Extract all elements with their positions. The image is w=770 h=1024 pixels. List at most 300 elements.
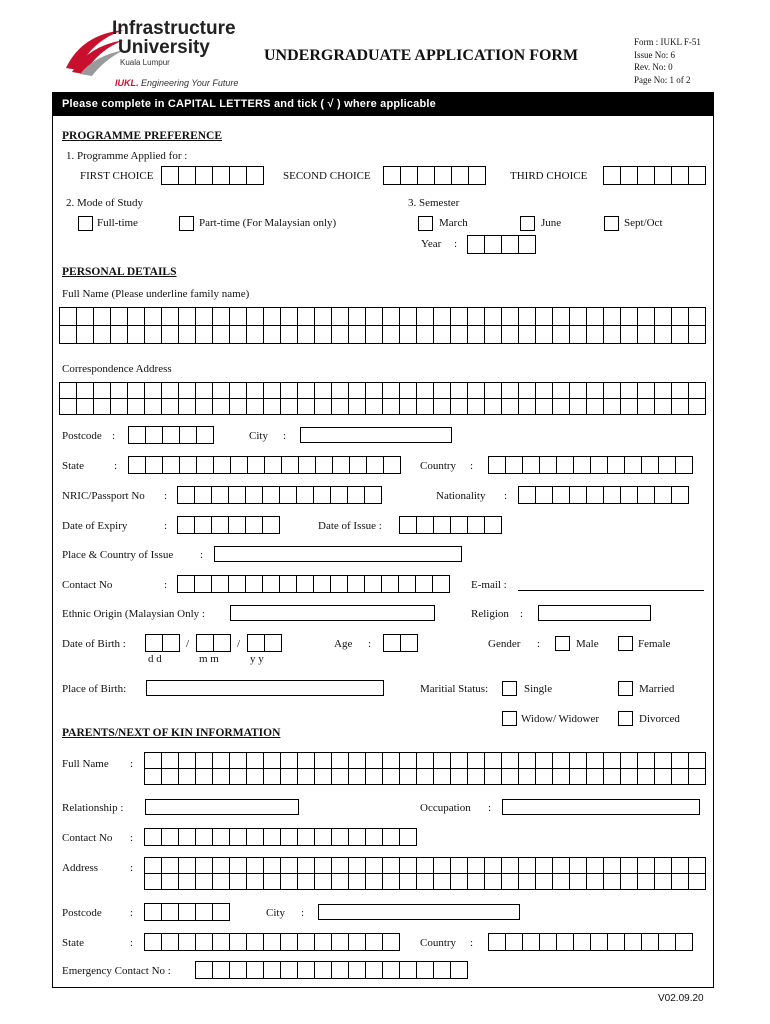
char-box[interactable] xyxy=(586,382,604,399)
char-box[interactable] xyxy=(518,486,536,504)
char-box[interactable] xyxy=(433,398,451,415)
char-box[interactable] xyxy=(416,768,434,785)
char-box[interactable] xyxy=(228,516,246,534)
char-box[interactable] xyxy=(161,398,179,415)
emergency-boxes[interactable] xyxy=(196,962,468,979)
char-box[interactable] xyxy=(671,166,689,185)
char-box[interactable] xyxy=(93,307,111,326)
char-box[interactable] xyxy=(296,486,314,504)
char-box[interactable] xyxy=(637,752,655,769)
char-box[interactable] xyxy=(569,486,587,504)
char-box[interactable] xyxy=(161,857,179,874)
char-box[interactable] xyxy=(535,325,553,344)
char-box[interactable] xyxy=(467,873,485,890)
char-box[interactable] xyxy=(297,382,315,399)
char-box[interactable] xyxy=(433,768,451,785)
full-name-boxes[interactable] xyxy=(60,308,706,344)
char-box[interactable] xyxy=(688,752,706,769)
char-box[interactable] xyxy=(212,857,230,874)
char-box[interactable] xyxy=(501,382,519,399)
char-box[interactable] xyxy=(416,325,434,344)
char-box[interactable] xyxy=(675,933,693,951)
char-box[interactable] xyxy=(382,325,400,344)
married-checkbox[interactable] xyxy=(618,681,633,696)
char-box[interactable] xyxy=(675,456,693,474)
char-box[interactable] xyxy=(144,752,162,769)
char-box[interactable] xyxy=(161,933,179,951)
char-box[interactable] xyxy=(348,382,366,399)
char-box[interactable] xyxy=(382,961,400,979)
char-box[interactable] xyxy=(297,873,315,890)
char-box[interactable] xyxy=(229,933,247,951)
char-box[interactable] xyxy=(484,768,502,785)
char-box[interactable] xyxy=(144,828,162,846)
char-box[interactable] xyxy=(637,382,655,399)
char-box[interactable] xyxy=(229,752,247,769)
char-box[interactable] xyxy=(262,516,280,534)
char-box[interactable] xyxy=(263,828,281,846)
char-box[interactable] xyxy=(212,382,230,399)
char-box[interactable] xyxy=(586,873,604,890)
char-box[interactable] xyxy=(518,857,536,874)
char-box[interactable] xyxy=(535,768,553,785)
char-box[interactable] xyxy=(144,325,162,344)
char-box[interactable] xyxy=(145,634,163,652)
char-box[interactable] xyxy=(556,456,574,474)
char-box[interactable] xyxy=(246,166,264,185)
char-box[interactable] xyxy=(59,382,77,399)
char-box[interactable] xyxy=(518,235,536,254)
char-box[interactable] xyxy=(535,398,553,415)
char-box[interactable] xyxy=(348,961,366,979)
char-box[interactable] xyxy=(637,398,655,415)
char-box[interactable] xyxy=(501,873,519,890)
char-box[interactable] xyxy=(641,933,659,951)
relationship-field[interactable] xyxy=(145,799,299,815)
char-box[interactable] xyxy=(620,398,638,415)
char-box[interactable] xyxy=(348,325,366,344)
char-box[interactable] xyxy=(450,516,468,534)
char-box[interactable] xyxy=(212,398,230,415)
place-birth-field[interactable] xyxy=(146,680,384,696)
char-box[interactable] xyxy=(246,873,264,890)
char-box[interactable] xyxy=(127,325,145,344)
char-box[interactable] xyxy=(298,456,316,474)
char-box[interactable] xyxy=(246,961,264,979)
char-box[interactable] xyxy=(178,752,196,769)
char-box[interactable] xyxy=(573,456,591,474)
char-box[interactable] xyxy=(144,873,162,890)
char-box[interactable] xyxy=(501,325,519,344)
char-box[interactable] xyxy=(654,752,672,769)
char-box[interactable] xyxy=(195,873,213,890)
char-box[interactable] xyxy=(552,486,570,504)
kin-postcode-boxes[interactable] xyxy=(145,904,230,921)
char-box[interactable] xyxy=(416,752,434,769)
char-box[interactable] xyxy=(314,325,332,344)
char-box[interactable] xyxy=(416,307,434,326)
char-box[interactable] xyxy=(535,752,553,769)
char-box[interactable] xyxy=(263,752,281,769)
char-box[interactable] xyxy=(586,398,604,415)
char-box[interactable] xyxy=(331,398,349,415)
char-box[interactable] xyxy=(484,857,502,874)
char-box[interactable] xyxy=(433,382,451,399)
char-box[interactable] xyxy=(416,398,434,415)
country-boxes[interactable] xyxy=(489,457,693,474)
char-box[interactable] xyxy=(620,382,638,399)
char-box[interactable] xyxy=(467,325,485,344)
char-box[interactable] xyxy=(637,857,655,874)
char-box[interactable] xyxy=(229,166,247,185)
char-box[interactable] xyxy=(313,575,331,593)
char-box[interactable] xyxy=(195,325,213,344)
char-box[interactable] xyxy=(569,752,587,769)
char-box[interactable] xyxy=(484,307,502,326)
char-box[interactable] xyxy=(246,307,264,326)
char-box[interactable] xyxy=(450,307,468,326)
char-box[interactable] xyxy=(263,382,281,399)
char-box[interactable] xyxy=(416,873,434,890)
char-box[interactable] xyxy=(518,398,536,415)
char-box[interactable] xyxy=(654,857,672,874)
char-box[interactable] xyxy=(654,768,672,785)
char-box[interactable] xyxy=(450,325,468,344)
char-box[interactable] xyxy=(637,768,655,785)
char-box[interactable] xyxy=(501,235,519,254)
char-box[interactable] xyxy=(195,903,213,921)
char-box[interactable] xyxy=(552,857,570,874)
char-box[interactable] xyxy=(212,768,230,785)
char-box[interactable] xyxy=(229,828,247,846)
char-box[interactable] xyxy=(144,857,162,874)
char-box[interactable] xyxy=(349,456,367,474)
char-box[interactable] xyxy=(144,398,162,415)
char-box[interactable] xyxy=(280,857,298,874)
char-box[interactable] xyxy=(450,857,468,874)
char-box[interactable] xyxy=(297,325,315,344)
female-checkbox[interactable] xyxy=(618,636,633,651)
expiry-boxes[interactable] xyxy=(178,517,280,534)
char-box[interactable] xyxy=(539,456,557,474)
char-box[interactable] xyxy=(128,426,146,444)
state-boxes[interactable] xyxy=(129,457,401,474)
char-box[interactable] xyxy=(637,307,655,326)
char-box[interactable] xyxy=(178,828,196,846)
char-box[interactable] xyxy=(228,486,246,504)
char-box[interactable] xyxy=(488,456,506,474)
char-box[interactable] xyxy=(297,933,315,951)
address-boxes[interactable] xyxy=(60,383,706,415)
char-box[interactable] xyxy=(688,325,706,344)
char-box[interactable] xyxy=(603,325,621,344)
char-box[interactable] xyxy=(467,752,485,769)
char-box[interactable] xyxy=(399,857,417,874)
char-box[interactable] xyxy=(314,307,332,326)
char-box[interactable] xyxy=(434,166,452,185)
char-box[interactable] xyxy=(671,873,689,890)
char-box[interactable] xyxy=(195,828,213,846)
char-box[interactable] xyxy=(314,933,332,951)
part-time-checkbox[interactable] xyxy=(179,216,194,231)
char-box[interactable] xyxy=(365,398,383,415)
char-box[interactable] xyxy=(314,857,332,874)
char-box[interactable] xyxy=(399,398,417,415)
char-box[interactable] xyxy=(229,768,247,785)
char-box[interactable] xyxy=(280,398,298,415)
char-box[interactable] xyxy=(280,961,298,979)
char-box[interactable] xyxy=(331,933,349,951)
char-box[interactable] xyxy=(246,382,264,399)
char-box[interactable] xyxy=(194,575,212,593)
char-box[interactable] xyxy=(552,307,570,326)
char-box[interactable] xyxy=(246,325,264,344)
char-box[interactable] xyxy=(586,768,604,785)
char-box[interactable] xyxy=(552,768,570,785)
char-box[interactable] xyxy=(144,382,162,399)
char-box[interactable] xyxy=(314,768,332,785)
single-checkbox[interactable] xyxy=(502,681,517,696)
char-box[interactable] xyxy=(586,752,604,769)
char-box[interactable] xyxy=(399,752,417,769)
char-box[interactable] xyxy=(365,307,383,326)
char-box[interactable] xyxy=(399,873,417,890)
issue-date-boxes[interactable] xyxy=(400,517,502,534)
char-box[interactable] xyxy=(297,828,315,846)
char-box[interactable] xyxy=(620,486,638,504)
char-box[interactable] xyxy=(501,752,519,769)
char-box[interactable] xyxy=(280,752,298,769)
char-box[interactable] xyxy=(382,828,400,846)
char-box[interactable] xyxy=(417,166,435,185)
char-box[interactable] xyxy=(246,828,264,846)
char-box[interactable] xyxy=(331,873,349,890)
char-box[interactable] xyxy=(161,828,179,846)
char-box[interactable] xyxy=(332,456,350,474)
char-box[interactable] xyxy=(569,873,587,890)
char-box[interactable] xyxy=(569,325,587,344)
char-box[interactable] xyxy=(484,382,502,399)
third-choice-boxes[interactable] xyxy=(604,167,706,185)
char-box[interactable] xyxy=(552,398,570,415)
char-box[interactable] xyxy=(213,456,231,474)
char-box[interactable] xyxy=(348,398,366,415)
char-box[interactable] xyxy=(178,325,196,344)
char-box[interactable] xyxy=(399,325,417,344)
char-box[interactable] xyxy=(399,516,417,534)
char-box[interactable] xyxy=(279,486,297,504)
char-box[interactable] xyxy=(365,961,383,979)
char-box[interactable] xyxy=(262,575,280,593)
char-box[interactable] xyxy=(671,307,689,326)
char-box[interactable] xyxy=(654,486,672,504)
char-box[interactable] xyxy=(400,634,418,652)
char-box[interactable] xyxy=(415,575,433,593)
char-box[interactable] xyxy=(637,486,655,504)
char-box[interactable] xyxy=(314,752,332,769)
nationality-boxes[interactable] xyxy=(519,487,689,504)
char-box[interactable] xyxy=(347,575,365,593)
char-box[interactable] xyxy=(552,382,570,399)
char-box[interactable] xyxy=(179,426,197,444)
char-box[interactable] xyxy=(518,752,536,769)
char-box[interactable] xyxy=(467,307,485,326)
char-box[interactable] xyxy=(178,903,196,921)
char-box[interactable] xyxy=(624,456,642,474)
first-choice-boxes[interactable] xyxy=(162,167,264,185)
char-box[interactable] xyxy=(211,575,229,593)
char-box[interactable] xyxy=(264,634,282,652)
char-box[interactable] xyxy=(382,933,400,951)
char-box[interactable] xyxy=(76,307,94,326)
char-box[interactable] xyxy=(280,307,298,326)
char-box[interactable] xyxy=(348,307,366,326)
char-box[interactable] xyxy=(620,752,638,769)
char-box[interactable] xyxy=(365,325,383,344)
char-box[interactable] xyxy=(263,307,281,326)
char-box[interactable] xyxy=(382,307,400,326)
char-box[interactable] xyxy=(398,575,416,593)
char-box[interactable] xyxy=(671,768,689,785)
char-box[interactable] xyxy=(212,166,230,185)
char-box[interactable] xyxy=(365,873,383,890)
char-box[interactable] xyxy=(229,873,247,890)
char-box[interactable] xyxy=(603,768,621,785)
char-box[interactable] xyxy=(110,307,128,326)
char-box[interactable] xyxy=(603,307,621,326)
char-box[interactable] xyxy=(348,873,366,890)
char-box[interactable] xyxy=(348,752,366,769)
char-box[interactable] xyxy=(93,325,111,344)
occupation-field[interactable] xyxy=(502,799,700,815)
char-box[interactable] xyxy=(229,382,247,399)
char-box[interactable] xyxy=(178,933,196,951)
char-box[interactable] xyxy=(501,398,519,415)
char-box[interactable] xyxy=(432,575,450,593)
char-box[interactable] xyxy=(433,961,451,979)
char-box[interactable] xyxy=(178,768,196,785)
char-box[interactable] xyxy=(620,166,638,185)
char-box[interactable] xyxy=(212,325,230,344)
char-box[interactable] xyxy=(161,768,179,785)
char-box[interactable] xyxy=(280,325,298,344)
char-box[interactable] xyxy=(280,933,298,951)
char-box[interactable] xyxy=(364,575,382,593)
char-box[interactable] xyxy=(484,873,502,890)
char-box[interactable] xyxy=(110,382,128,399)
char-box[interactable] xyxy=(264,456,282,474)
char-box[interactable] xyxy=(297,307,315,326)
char-box[interactable] xyxy=(144,903,162,921)
char-box[interactable] xyxy=(383,456,401,474)
char-box[interactable] xyxy=(641,456,659,474)
char-box[interactable] xyxy=(162,634,180,652)
char-box[interactable] xyxy=(331,752,349,769)
char-box[interactable] xyxy=(212,903,230,921)
char-box[interactable] xyxy=(620,325,638,344)
char-box[interactable] xyxy=(450,768,468,785)
char-box[interactable] xyxy=(620,857,638,874)
nric-boxes[interactable] xyxy=(178,487,382,504)
char-box[interactable] xyxy=(484,235,502,254)
char-box[interactable] xyxy=(196,634,214,652)
char-box[interactable] xyxy=(620,768,638,785)
char-box[interactable] xyxy=(467,857,485,874)
char-box[interactable] xyxy=(607,456,625,474)
char-box[interactable] xyxy=(590,933,608,951)
male-checkbox[interactable] xyxy=(555,636,570,651)
char-box[interactable] xyxy=(637,166,655,185)
char-box[interactable] xyxy=(450,961,468,979)
char-box[interactable] xyxy=(586,307,604,326)
char-box[interactable] xyxy=(569,857,587,874)
char-box[interactable] xyxy=(263,398,281,415)
char-box[interactable] xyxy=(144,307,162,326)
kin-contact-boxes[interactable] xyxy=(145,829,417,846)
char-box[interactable] xyxy=(348,933,366,951)
char-box[interactable] xyxy=(518,768,536,785)
char-box[interactable] xyxy=(279,575,297,593)
char-box[interactable] xyxy=(331,857,349,874)
char-box[interactable] xyxy=(348,768,366,785)
char-box[interactable] xyxy=(399,307,417,326)
char-box[interactable] xyxy=(127,382,145,399)
char-box[interactable] xyxy=(246,398,264,415)
char-box[interactable] xyxy=(535,873,553,890)
char-box[interactable] xyxy=(128,456,146,474)
char-box[interactable] xyxy=(586,325,604,344)
char-box[interactable] xyxy=(382,398,400,415)
char-box[interactable] xyxy=(348,828,366,846)
char-box[interactable] xyxy=(281,456,299,474)
char-box[interactable] xyxy=(501,857,519,874)
char-box[interactable] xyxy=(196,456,214,474)
char-box[interactable] xyxy=(552,325,570,344)
char-box[interactable] xyxy=(433,325,451,344)
char-box[interactable] xyxy=(603,752,621,769)
char-box[interactable] xyxy=(488,933,506,951)
char-box[interactable] xyxy=(229,307,247,326)
char-box[interactable] xyxy=(671,857,689,874)
age-boxes[interactable] xyxy=(384,635,418,652)
char-box[interactable] xyxy=(228,575,246,593)
char-box[interactable] xyxy=(195,768,213,785)
char-box[interactable] xyxy=(178,398,196,415)
dob-year-boxes[interactable] xyxy=(248,635,282,652)
char-box[interactable] xyxy=(76,325,94,344)
char-box[interactable] xyxy=(501,307,519,326)
char-box[interactable] xyxy=(161,325,179,344)
postcode-boxes[interactable] xyxy=(129,427,214,444)
char-box[interactable] xyxy=(331,307,349,326)
char-box[interactable] xyxy=(247,634,265,652)
char-box[interactable] xyxy=(230,456,248,474)
char-box[interactable] xyxy=(177,575,195,593)
char-box[interactable] xyxy=(365,828,383,846)
char-box[interactable] xyxy=(450,382,468,399)
char-box[interactable] xyxy=(93,398,111,415)
char-box[interactable] xyxy=(484,752,502,769)
char-box[interactable] xyxy=(177,486,195,504)
char-box[interactable] xyxy=(196,426,214,444)
char-box[interactable] xyxy=(569,768,587,785)
char-box[interactable] xyxy=(552,752,570,769)
char-box[interactable] xyxy=(658,456,676,474)
char-box[interactable] xyxy=(654,398,672,415)
char-box[interactable] xyxy=(330,575,348,593)
char-box[interactable] xyxy=(569,398,587,415)
char-box[interactable] xyxy=(178,873,196,890)
